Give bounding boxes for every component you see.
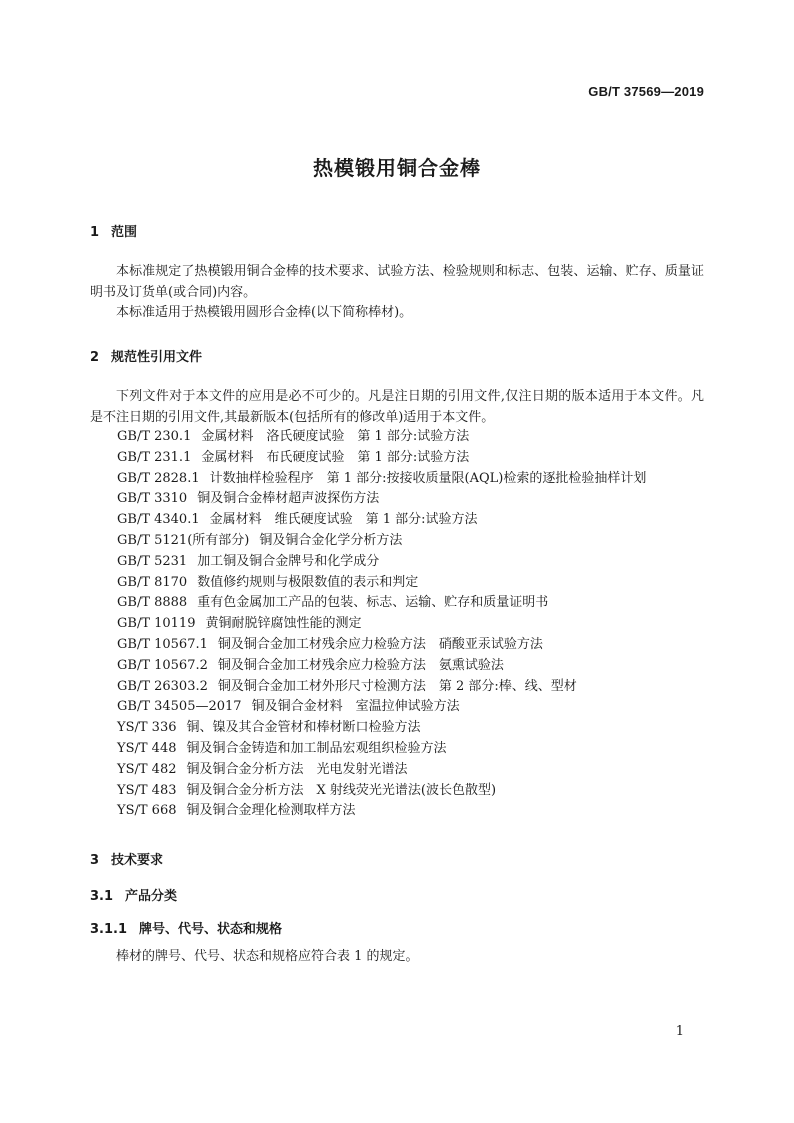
reference-item — [117, 635, 646, 656]
section-3-heading — [90, 849, 163, 868]
reference-item — [117, 677, 646, 698]
reference-code: YS/T 482 — [117, 761, 177, 777]
page-number: 1 — [675, 1024, 684, 1039]
reference-title: 金属材料 布氏硬度试验 第 1 部分:试验方法 — [201, 449, 470, 465]
section-title: 牌号、代号、状态和规格 — [139, 922, 283, 937]
reference-title: 黄铜耐脱锌腐蚀性能的测定 — [205, 616, 362, 632]
section-title: 产品分类 — [125, 889, 178, 904]
reference-code: GB/T 10567.1 — [117, 636, 208, 652]
reference-code: GB/T 231.1 — [117, 449, 192, 465]
reference-code: YS/T 668 — [117, 803, 177, 819]
section-2-intro: 下列文件对于本文件的应用是必不可少的。凡是注日期的引用文件,仅注日期的版本适用于本文件。凡是不注日期的引用文件,其最新版本(包括所有的修改单)适用于本文件。 — [90, 389, 704, 425]
reference-item — [117, 614, 646, 635]
section-3-1-heading — [90, 885, 177, 904]
reference-title: 金属材料 洛氏硬度试验 第 1 部分:试验方法 — [201, 429, 470, 444]
reference-code: GB/T 26303.2 — [117, 678, 208, 694]
section-1-paragraph-1: 本标准规定了热模锻用铜合金棒的技术要求、试验方法、检验规则和标志、包装、运输、贮存、质量证明书及订货单(或合同)内容。 — [90, 264, 704, 300]
reference-code: GB/T 8170 — [117, 574, 188, 590]
reference-code: GB/T 230.1 — [117, 429, 192, 444]
reference-code: GB/T 5121(所有部分) — [117, 532, 250, 548]
reference-item — [117, 552, 646, 573]
reference-code: GB/T 10119 — [117, 616, 196, 632]
section-number: 3 — [90, 853, 100, 868]
reference-title: 数值修约规则与极限数值的表示和判定 — [197, 574, 419, 590]
section-3-1-1-paragraph: 棒材的牌号、代号、状态和规格应符合表 1 的规定。 — [116, 949, 419, 964]
reference-item — [117, 573, 646, 594]
reference-title: 铜及铜合金棒材超声波探伤方法 — [197, 491, 380, 507]
reference-item — [117, 801, 646, 822]
section-number: 2 — [90, 350, 100, 365]
reference-item — [117, 593, 646, 614]
reference-title: 金属材料 维氏硬度试验 第 1 部分:试验方法 — [209, 512, 478, 528]
reference-code: GB/T 3310 — [117, 491, 188, 507]
reference-list — [117, 427, 646, 822]
reference-item — [117, 531, 646, 552]
reference-item — [117, 510, 646, 531]
reference-item — [117, 656, 646, 677]
reference-title: 铜及铜合金化学分析方法 — [259, 532, 403, 548]
reference-title: 铜及铜合金铸造和加工制品宏观组织检验方法 — [186, 740, 447, 756]
reference-title: 铜及铜合金材料 室温拉伸试验方法 — [251, 699, 460, 715]
reference-code: GB/T 2828.1 — [117, 470, 200, 486]
reference-code: YS/T 336 — [117, 720, 177, 736]
section-title: 规范性引用文件 — [111, 350, 203, 365]
reference-item — [117, 739, 646, 760]
section-3-1-1-heading — [90, 918, 282, 937]
reference-item — [117, 427, 646, 448]
reference-item — [117, 760, 646, 781]
reference-code: GB/T 8888 — [117, 595, 188, 611]
reference-item — [117, 781, 646, 802]
reference-title: 加工铜及铜合金牌号和化学成分 — [197, 553, 380, 569]
reference-title: 铜及铜合金分析方法 X 射线荧光光谱法(波长色散型) — [186, 782, 497, 798]
section-number: 3.1 — [90, 889, 114, 904]
reference-title: 重有色金属加工产品的包装、标志、运输、贮存和质量证明书 — [197, 595, 549, 611]
reference-title: 铜及铜合金分析方法 光电发射光谱法 — [186, 761, 408, 777]
reference-code: YS/T 483 — [117, 782, 177, 798]
reference-code: YS/T 448 — [117, 740, 177, 756]
reference-title: 铜及铜合金理化检测取样方法 — [186, 803, 356, 819]
standard-number: GB/T 37569—2019 — [588, 84, 704, 99]
reference-code: GB/T 4340.1 — [117, 512, 200, 528]
section-number: 1 — [90, 225, 100, 240]
section-number: 3.1.1 — [90, 922, 128, 937]
section-title: 范围 — [111, 225, 138, 240]
reference-item — [117, 697, 646, 718]
section-1-paragraph-2: 本标准适用于热模锻用圆形合金棒(以下简称棒材)。 — [116, 305, 413, 320]
reference-title: 计数抽样检验程序 第 1 部分:按接收质量限(AQL)检索的逐批检验抽样计划 — [209, 470, 647, 486]
reference-title: 铜及铜合金加工材残余应力检验方法 硝酸亚汞试验方法 — [217, 636, 543, 652]
reference-title: 铜及铜合金加工材外形尺寸检测方法 第 2 部分:棒、线、型材 — [217, 678, 577, 694]
section-title: 技术要求 — [111, 853, 164, 868]
section-1-heading — [90, 221, 137, 240]
reference-title: 铜、镍及其合金管材和棒材断口检验方法 — [186, 720, 421, 736]
reference-item — [117, 469, 646, 490]
reference-title: 铜及铜合金加工材残余应力检验方法 氨熏试验法 — [217, 657, 504, 673]
document-title: 热模锻用铜合金棒 — [313, 156, 481, 180]
section-2-heading — [90, 346, 202, 365]
reference-item — [117, 448, 646, 469]
reference-code: GB/T 5231 — [117, 553, 188, 569]
reference-code: GB/T 34505—2017 — [117, 699, 242, 715]
reference-item — [117, 718, 646, 739]
reference-code: GB/T 10567.2 — [117, 657, 208, 673]
reference-item — [117, 489, 646, 510]
